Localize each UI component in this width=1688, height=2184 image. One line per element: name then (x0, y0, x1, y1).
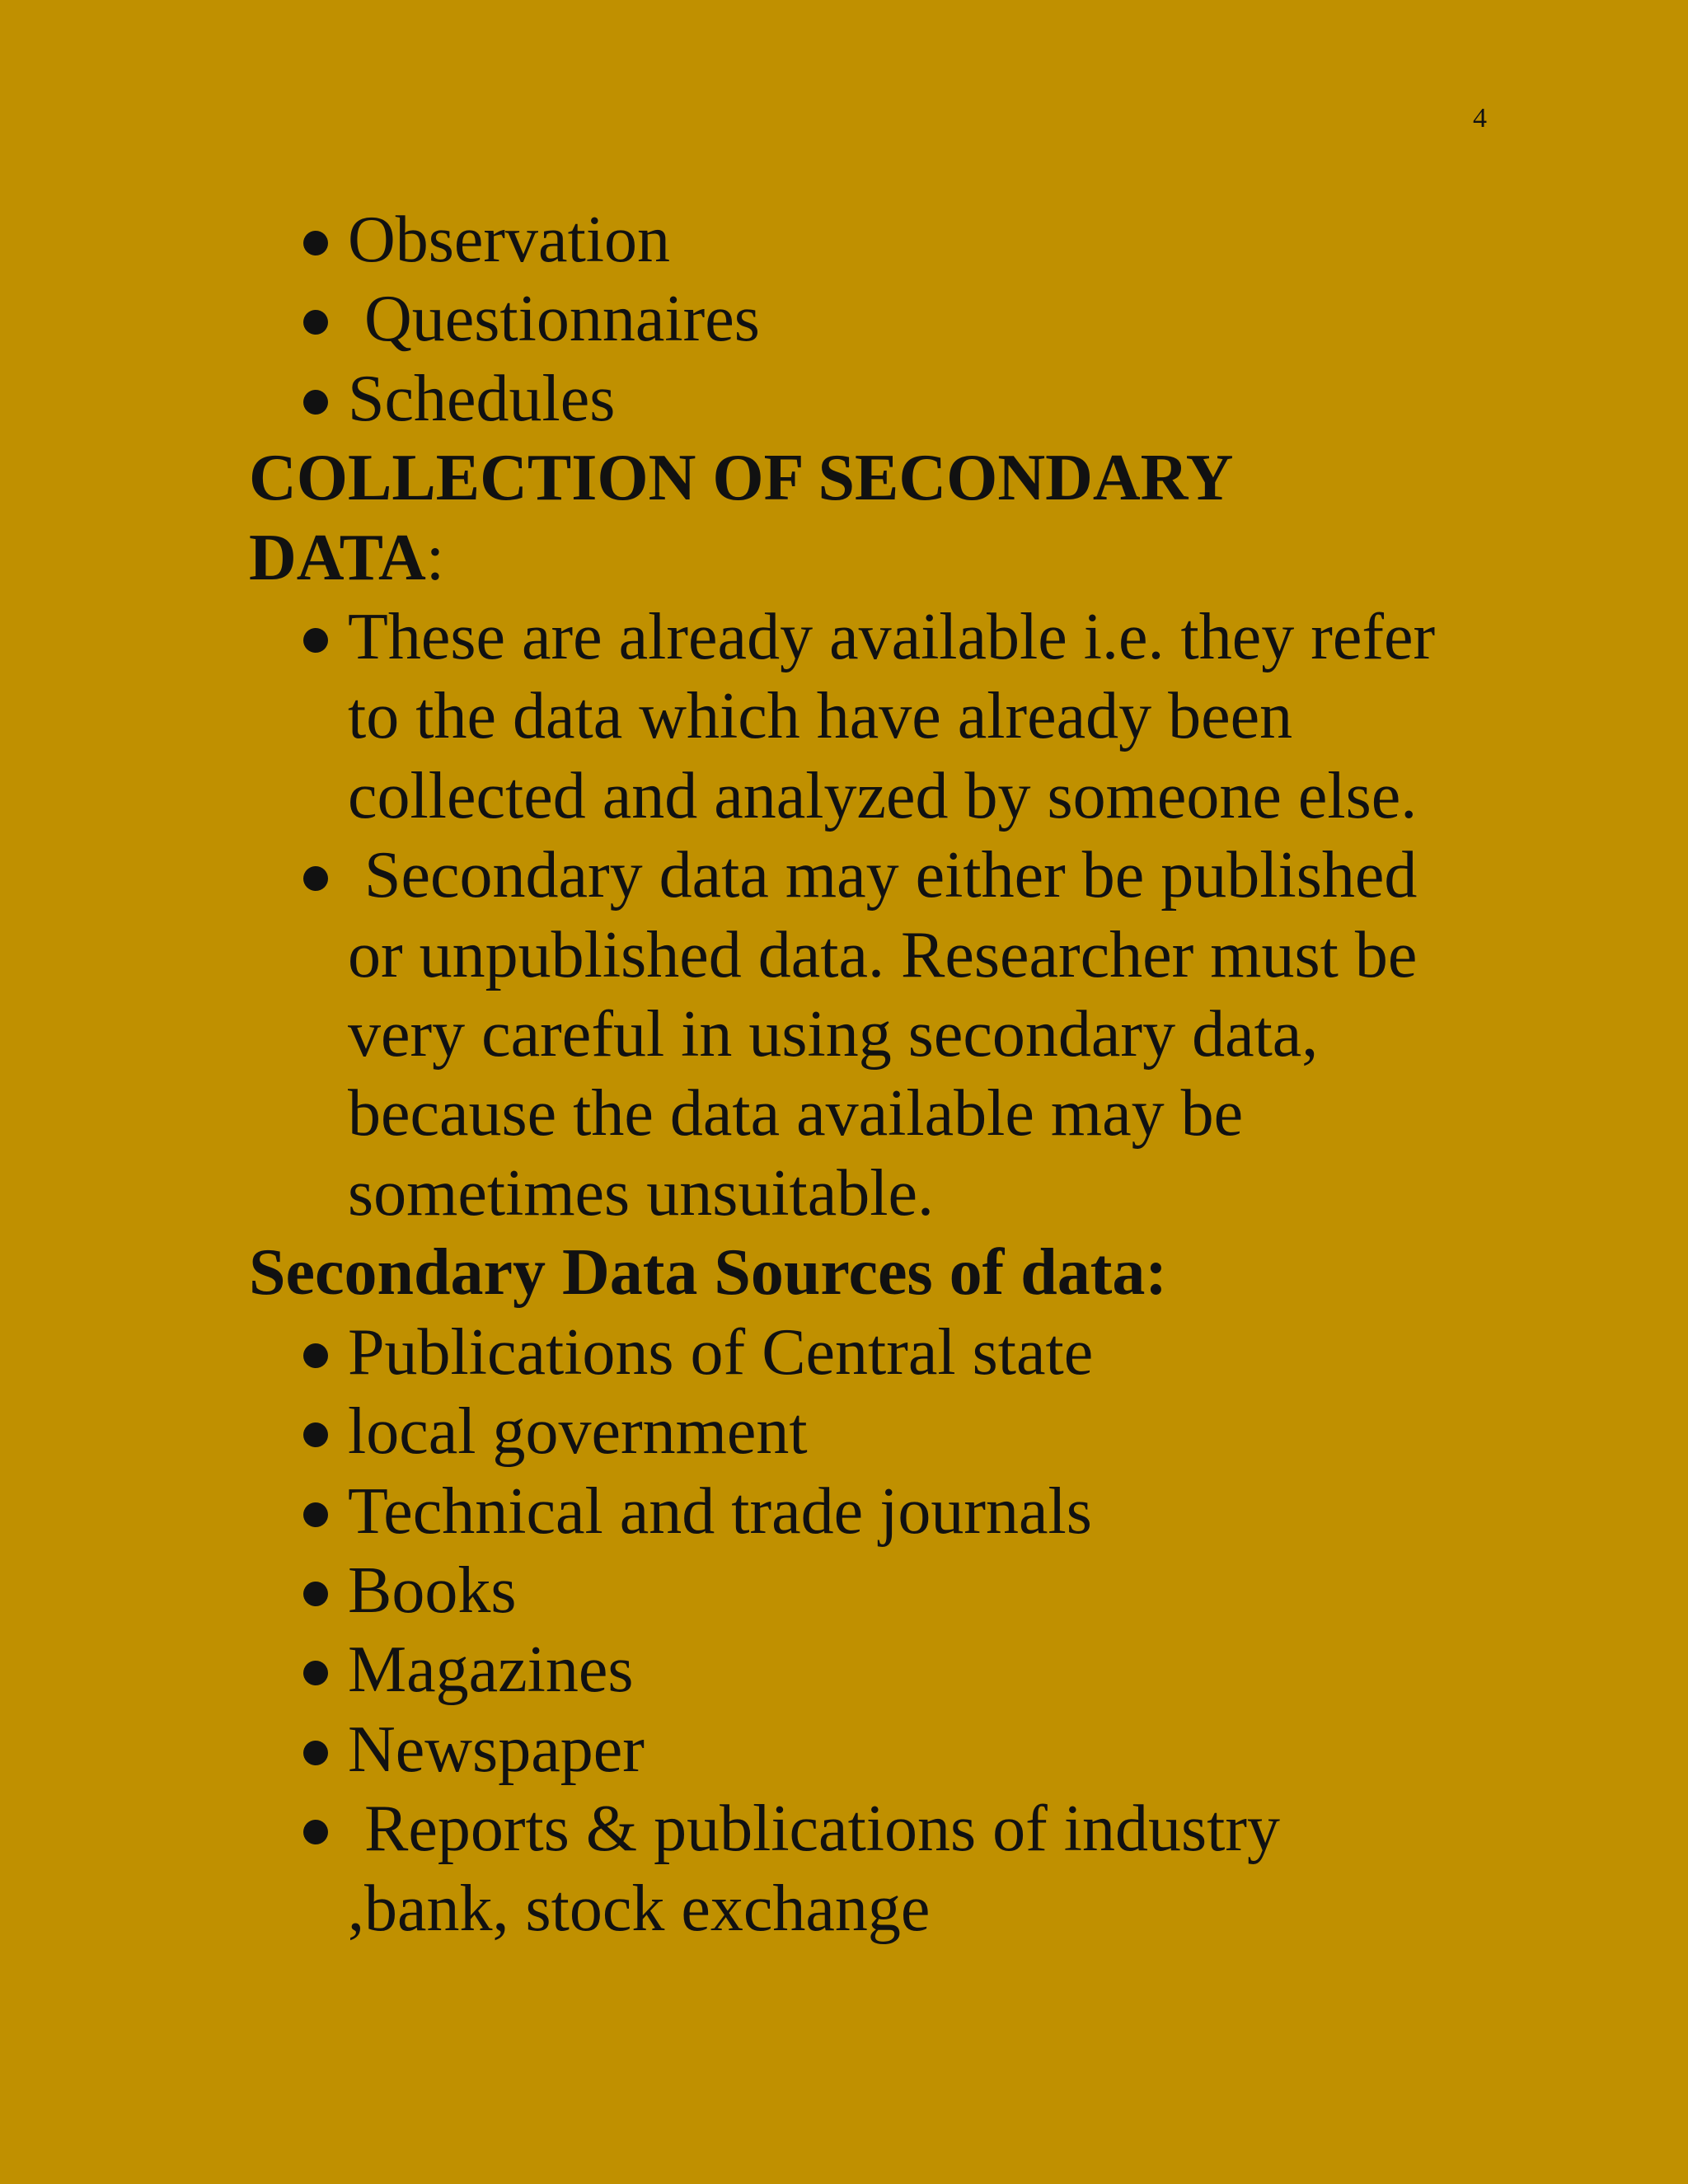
secondary-data-heading (249, 438, 1535, 598)
text-line: Magazines (348, 1633, 634, 1707)
bullet-icon (303, 1502, 328, 1527)
heading-line: Secondary Data Sources of data: (249, 1236, 1168, 1310)
text-line: Books (348, 1554, 517, 1627)
bullet-icon (303, 1422, 328, 1447)
bullet-icon (303, 1741, 328, 1765)
list-item (249, 359, 1535, 438)
text-line: Secondary data may either be published (348, 839, 1418, 912)
list-item-text: Schedules (348, 362, 616, 435)
text-line: to the data which have already been (348, 680, 1293, 753)
list-item-text: Observation (348, 204, 671, 276)
secondary-data-points-list (249, 598, 1535, 1233)
sources-heading (249, 1233, 1535, 1312)
heading-line (249, 518, 1535, 598)
list-item (249, 1472, 1535, 1551)
text-line: Reports & publications of industry (348, 1793, 1281, 1866)
list-item-text: Questionnaires (348, 283, 760, 356)
bullet-icon (303, 1343, 328, 1368)
list-item (249, 200, 1535, 279)
bullet-icon (303, 310, 328, 335)
list-item (249, 1392, 1535, 1471)
heading-line: COLLECTION OF SECONDARY (249, 442, 1234, 515)
text-line: Technical and trade journals (348, 1474, 1092, 1548)
text-line: very careful in using secondary data, (348, 998, 1319, 1071)
text-line: Newspaper (348, 1713, 645, 1786)
bullet-icon (303, 628, 328, 653)
bullet-icon (303, 1820, 328, 1844)
text-line: Publications of Central state (348, 1315, 1094, 1389)
list-item (249, 1630, 1535, 1709)
bullet-icon (303, 390, 328, 415)
list-item (249, 836, 1535, 1233)
data-collection-methods-list (249, 200, 1535, 438)
text-line: or unpublished data. Researcher must be (348, 918, 1418, 991)
page-number: 4 (1473, 103, 1487, 134)
list-item (249, 598, 1535, 836)
list-item (249, 1313, 1535, 1392)
sources-list (249, 1313, 1535, 1948)
list-item (249, 279, 1535, 359)
text-line: sometimes unsuitable. (348, 1156, 935, 1230)
text-line: These are already available i.e. they refer (348, 601, 1436, 674)
bullet-icon (303, 1661, 328, 1685)
page-content (249, 200, 1535, 1948)
text-line: collected and analyzed by someone else. (348, 759, 1418, 832)
list-item (249, 1551, 1535, 1630)
bullet-icon (303, 866, 328, 891)
text-line: because the data available may be (348, 1077, 1244, 1151)
bullet-icon (303, 1582, 328, 1606)
bullet-icon (303, 231, 328, 255)
list-item (249, 1789, 1535, 1948)
text-line: ,bank, stock exchange (348, 1872, 931, 1945)
heading-colon: : (425, 521, 445, 594)
text-line: local government (348, 1395, 808, 1469)
heading-bold-text: DATA (249, 521, 426, 594)
list-item (249, 1710, 1535, 1789)
